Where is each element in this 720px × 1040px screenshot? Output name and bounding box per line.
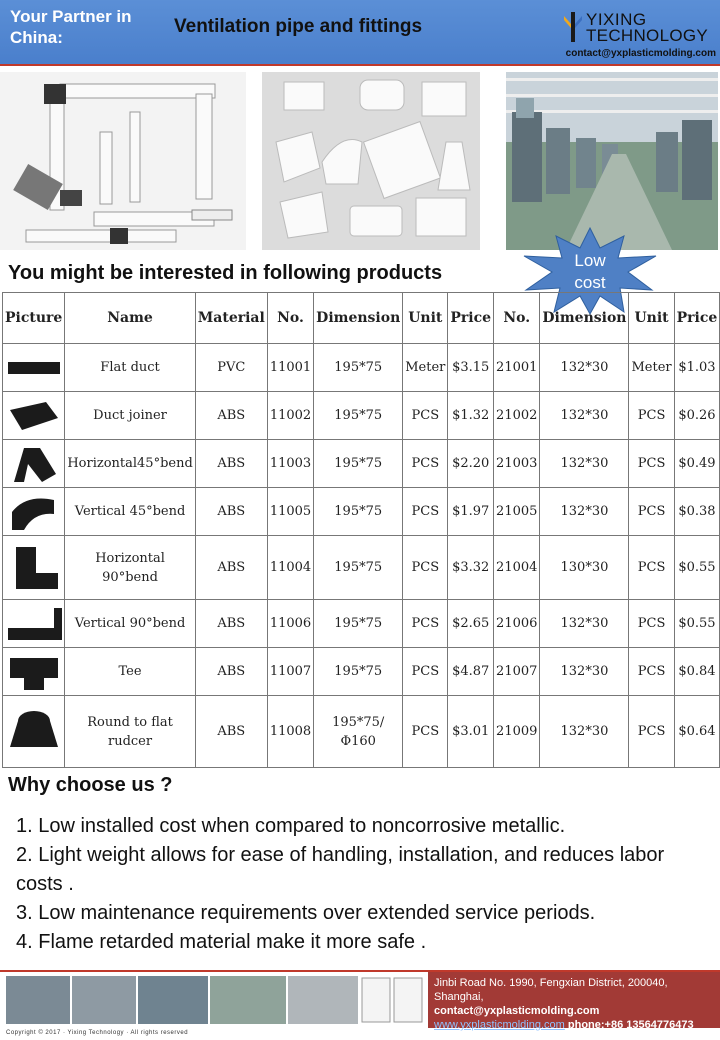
section-title-why: Why choose us ? [8, 774, 173, 796]
unit-cell: PCS [403, 600, 448, 648]
item-no-cell: 11005 [267, 488, 313, 536]
product-thumbnail [3, 696, 65, 768]
col-header-picture: Picture [3, 293, 65, 344]
col-header-price-2: Price [674, 293, 720, 344]
footer-photo-strip [6, 976, 426, 1024]
item-no-cell-2: 21005 [494, 488, 540, 536]
unit-cell: Meter [403, 344, 448, 392]
col-header-price: Price [448, 293, 494, 344]
header-contact-email[interactable]: contact@yxplasticmolding.com [565, 48, 716, 59]
unit-cell-2: PCS [629, 536, 674, 600]
unit-cell-2: PCS [629, 600, 674, 648]
copyright-text: Copyright © 2017 · Yixing Technology · All rights reserved [6, 1030, 189, 1036]
item-no-cell: 11001 [267, 344, 313, 392]
product-name-cell: Duct joiner [65, 392, 195, 440]
item-no-cell: 11002 [267, 392, 313, 440]
product-thumbnail [3, 392, 65, 440]
header-banner [0, 0, 720, 64]
dimension-cell-2: 132*30 [540, 440, 629, 488]
dimension-cell: 195*75/Φ160 [314, 696, 403, 768]
col-header-unit-2: Unit [629, 293, 674, 344]
dimension-cell-2: 132*30 [540, 392, 629, 440]
item-no-cell: 11004 [267, 536, 313, 600]
item-no-cell-2: 21006 [494, 600, 540, 648]
item-no-cell-2: 21004 [494, 536, 540, 600]
price-cell-2: $0.84 [674, 648, 720, 696]
list-item: 4. Flame retarded material make it more safe . [16, 931, 427, 953]
price-cell: $2.65 [448, 600, 494, 648]
price-cell-2: $0.26 [674, 392, 720, 440]
product-name-cell: Vertical 90°bend [65, 600, 195, 648]
dimension-cell: 195*75 [314, 648, 403, 696]
header-divider [0, 64, 720, 66]
product-thumbnail [3, 440, 65, 488]
material-cell: ABS [195, 696, 267, 768]
footer-address: Jinbi Road No. 1990, Fengxian District, 200040, Shanghai, [434, 977, 668, 1003]
product-name-cell: Tee [65, 648, 195, 696]
price-cell: $2.20 [448, 440, 494, 488]
price-cell: $3.15 [448, 344, 494, 392]
product-thumbnail [3, 488, 65, 536]
item-no-cell-2: 21001 [494, 344, 540, 392]
material-cell: ABS [195, 648, 267, 696]
footer-phone: phone:+86 13564776473 [567, 1019, 694, 1031]
material-cell: ABS [195, 392, 267, 440]
page-title: Ventilation pipe and fittings [174, 16, 423, 37]
unit-cell: PCS [403, 536, 448, 600]
item-no-cell-2: 21003 [494, 440, 540, 488]
unit-cell: PCS [403, 488, 448, 536]
item-no-cell-2: 21002 [494, 392, 540, 440]
dimension-cell-2: 132*30 [540, 600, 629, 648]
list-item: 3. Low maintenance requirements over extended service periods. [16, 902, 596, 924]
table-header-row [3, 293, 720, 344]
col-header-material: Material [195, 293, 267, 344]
table-row [3, 344, 720, 392]
price-cell: $4.87 [448, 648, 494, 696]
product-name-cell: Vertical 45°bend [65, 488, 195, 536]
unit-cell-2: PCS [629, 696, 674, 768]
dimension-cell: 195*75 [314, 536, 403, 600]
dimension-cell-2: 132*30 [540, 344, 629, 392]
benefits-list [16, 812, 716, 957]
product-name-cell: Horizontal 90°bend [65, 536, 195, 600]
unit-cell-2: PCS [629, 392, 674, 440]
material-cell: ABS [195, 440, 267, 488]
unit-cell-2: PCS [629, 648, 674, 696]
dimension-cell: 195*75 [314, 344, 403, 392]
unit-cell: PCS [403, 696, 448, 768]
table-row [3, 440, 720, 488]
photo-fittings [262, 72, 480, 250]
table-row [3, 648, 720, 696]
dimension-cell-2: 132*30 [540, 488, 629, 536]
company-logo [564, 10, 714, 46]
footer-email[interactable]: contact@yxplasticmolding.com [434, 1005, 600, 1017]
unit-cell-2: Meter [629, 344, 674, 392]
footer-contact-block [428, 972, 720, 1031]
price-cell-2: $0.55 [674, 536, 720, 600]
unit-cell-2: PCS [629, 488, 674, 536]
footer-website-link[interactable]: www.yxplasticmolding.com [434, 1019, 565, 1031]
dimension-cell-2: 132*30 [540, 696, 629, 768]
table-row [3, 392, 720, 440]
section-title-products: You might be interested in following products [8, 262, 443, 284]
item-no-cell-2: 21007 [494, 648, 540, 696]
photo-duct-system [0, 72, 246, 250]
table-row [3, 488, 720, 536]
price-cell-2: $0.55 [674, 600, 720, 648]
unit-cell: PCS [403, 440, 448, 488]
logo-icon [564, 12, 582, 42]
price-cell-2: $1.03 [674, 344, 720, 392]
unit-cell-2: PCS [629, 440, 674, 488]
logo-text-yixing: YIXING [586, 10, 647, 29]
material-cell: ABS [195, 536, 267, 600]
list-item: 1. Low installed cost when compared to noncorrosive metallic. [16, 815, 566, 837]
table-row [3, 600, 720, 648]
item-no-cell: 11003 [267, 440, 313, 488]
product-name-cell: Horizontal45°bend [65, 440, 195, 488]
col-header-dimension: Dimension [314, 293, 403, 344]
item-no-cell-2: 21009 [494, 696, 540, 768]
dimension-cell-2: 130*30 [540, 536, 629, 600]
product-name-cell: Flat duct [65, 344, 195, 392]
dimension-cell: 195*75 [314, 440, 403, 488]
product-thumbnail [3, 536, 65, 600]
material-cell: PVC [195, 344, 267, 392]
price-cell-2: $0.64 [674, 696, 720, 768]
item-no-cell: 11008 [267, 696, 313, 768]
price-cell-2: $0.38 [674, 488, 720, 536]
table-row [3, 696, 720, 768]
col-header-no: No. [267, 293, 313, 344]
photo-factory [506, 72, 718, 250]
col-header-name: Name [65, 293, 195, 344]
list-item: 2. Light weight allows for ease of handling, installation, and reduces labor costs . [16, 844, 665, 895]
product-name-cell: Round to flat rudcer [65, 696, 195, 768]
dimension-cell-2: 132*30 [540, 648, 629, 696]
dimension-cell: 195*75 [314, 600, 403, 648]
dimension-cell: 195*75 [314, 488, 403, 536]
unit-cell: PCS [403, 648, 448, 696]
item-no-cell: 11007 [267, 648, 313, 696]
material-cell: ABS [195, 488, 267, 536]
dimension-cell: 195*75 [314, 392, 403, 440]
price-cell: $3.32 [448, 536, 494, 600]
product-table [2, 292, 720, 768]
price-cell: $3.01 [448, 696, 494, 768]
product-thumbnail [3, 600, 65, 648]
badge-text: Low cost [574, 251, 606, 292]
material-cell: ABS [195, 600, 267, 648]
col-header-dimension-2: Dimension [540, 293, 629, 344]
product-thumbnail [3, 344, 65, 392]
col-header-unit: Unit [403, 293, 448, 344]
price-cell-2: $0.49 [674, 440, 720, 488]
col-header-no-2: No. [494, 293, 540, 344]
price-cell: $1.32 [448, 392, 494, 440]
product-thumbnail [3, 648, 65, 696]
unit-cell: PCS [403, 392, 448, 440]
partner-tagline: Your Partner in China: [10, 7, 132, 47]
logo-text-technology: TECHNOLOGY [586, 26, 709, 45]
table-row [3, 536, 720, 600]
item-no-cell: 11006 [267, 600, 313, 648]
price-cell: $1.97 [448, 488, 494, 536]
